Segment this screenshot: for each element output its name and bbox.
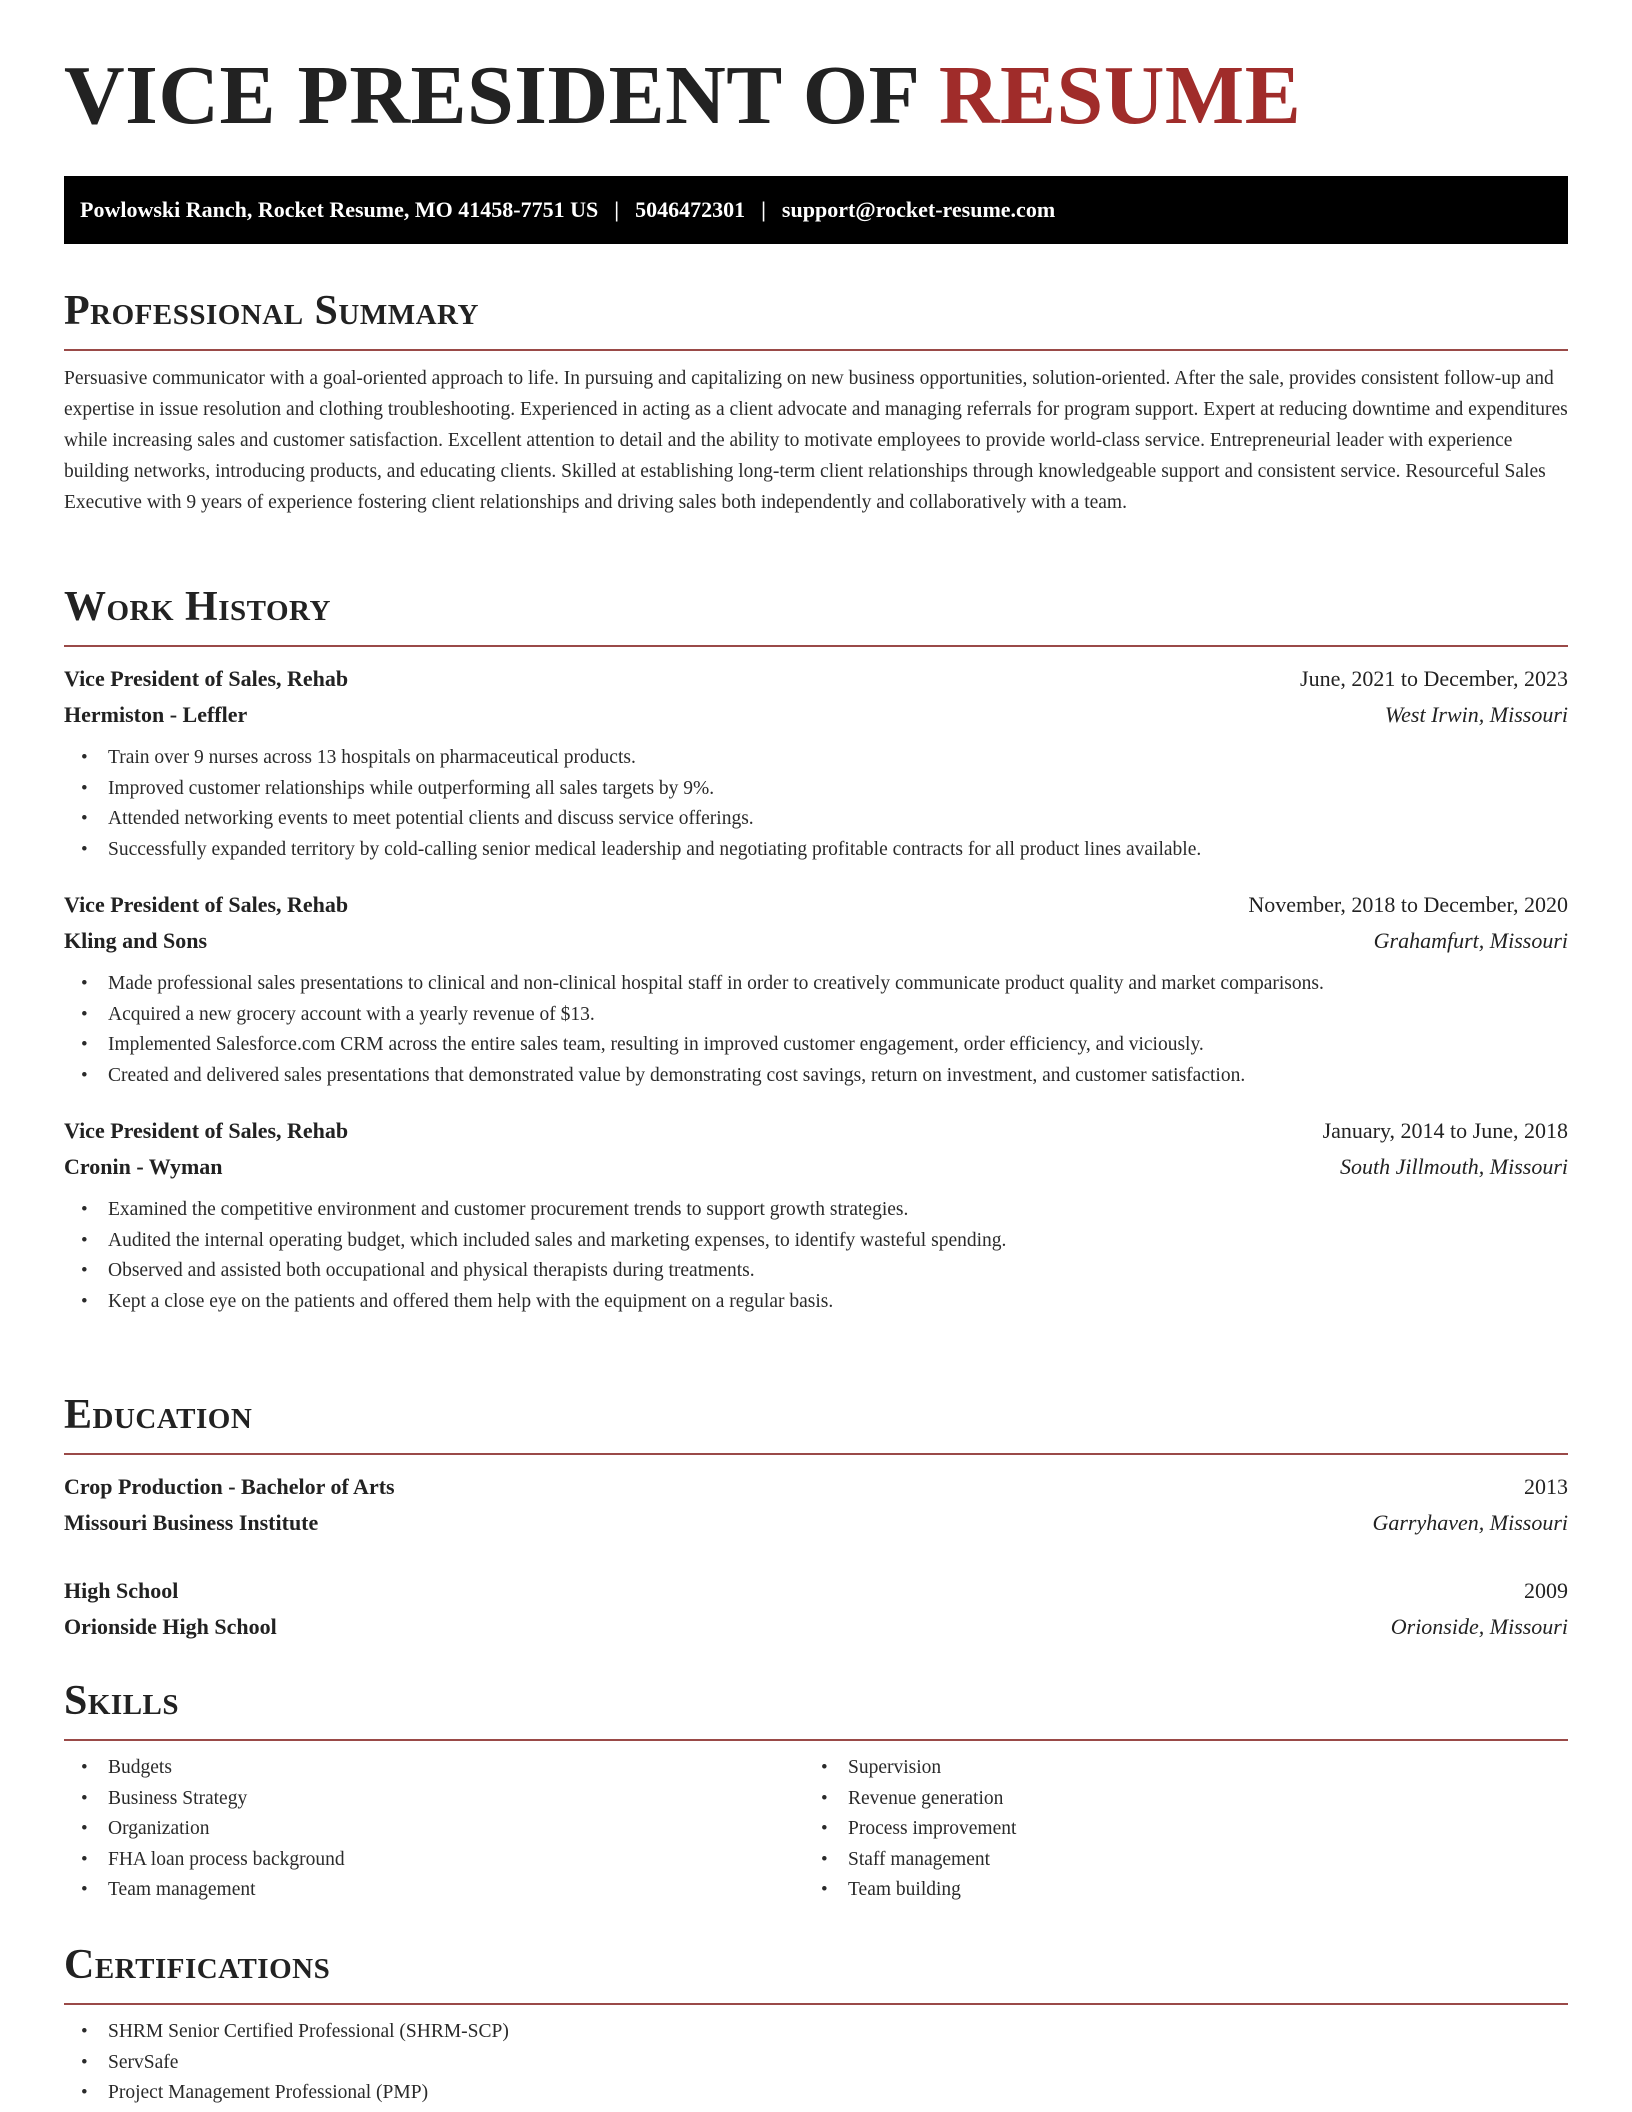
skill-item: • FHA loan process background (64, 1845, 804, 1876)
job-location: South Jillmouth, Missouri (1340, 1154, 1568, 1179)
job-company: Hermiston - Leffler (64, 702, 248, 727)
job-location: West Irwin, Missouri (1384, 702, 1568, 727)
contact-email: support@rocket-resume.com (781, 197, 1056, 222)
contact-separator: | (614, 197, 620, 222)
job-title: Vice President of Sales, Rehab (64, 1118, 349, 1143)
job-bullets (64, 969, 1568, 1091)
list-item: • Acquired a new grocery account with a yearly revenue of $13. (64, 1000, 1568, 1031)
job-company: Kling and Sons (64, 928, 208, 953)
skills-list-right (804, 1753, 1544, 1906)
contact-address: Powlowski Ranch, Rocket Resume, MO 41458-7751 US (80, 197, 599, 222)
education-section (64, 1394, 1568, 1645)
graduation-year: 2013 (1524, 1474, 1568, 1499)
certification-item: • SHRM Senior Certified Professional (SHRM-SCP) (64, 2017, 1568, 2048)
graduation-year: 2009 (1524, 1578, 1568, 1603)
list-item: • Examined the competitive environment and customer procurement trends to support growth strategies. (64, 1195, 1568, 1226)
skills-section (64, 1680, 1568, 1906)
skill-item: • Supervision (804, 1753, 1544, 1784)
list-item: • Created and delivered sales presentations that demonstrated value by demonstrating cost savings, return on investment, and customer satisfaction. (64, 1061, 1568, 1092)
list-item: • Successfully expanded territory by cold-calling senior medical leadership and negotiating profitable contracts for all product lines available. (64, 835, 1568, 866)
work-history-section (64, 586, 1568, 1317)
list-item: • Observed and assisted both occupational and physical therapists during treatments. (64, 1256, 1568, 1287)
job-dates: June, 2021 to December, 2023 (1300, 666, 1568, 691)
school-name: Missouri Business Institute (64, 1510, 319, 1535)
job-bullets (64, 743, 1568, 865)
education-entry (64, 1469, 1568, 1541)
section-divider (64, 349, 1568, 351)
skills-list-left (64, 1753, 804, 1906)
section-heading: Education (64, 1392, 253, 1438)
section-heading: Skills (64, 1678, 180, 1724)
section-divider (64, 1739, 1568, 1741)
certification-item: • Project Management Professional (PMP) (64, 2078, 1568, 2109)
list-item: • Improved customer relationships while outperforming all sales targets by 9%. (64, 774, 1568, 805)
list-item: • Attended networking events to meet potential clients and discuss service offerings. (64, 804, 1568, 835)
school-location: Garryhaven, Missouri (1372, 1510, 1568, 1535)
job-location: Grahamfurt, Missouri (1373, 928, 1568, 953)
summary-section (64, 290, 1568, 518)
degree: Crop Production - Bachelor of Arts (64, 1474, 395, 1499)
school-name: Orionside High School (64, 1614, 277, 1639)
job-company: Cronin - Wyman (64, 1154, 223, 1179)
school-location: Orionside, Missouri (1390, 1614, 1568, 1639)
skill-item: • Organization (64, 1814, 804, 1845)
skill-item: • Team building (804, 1875, 1544, 1906)
skill-item: • Business Strategy (64, 1784, 804, 1815)
list-item: • Audited the internal operating budget, which included sales and marketing expenses, to identify wasteful spending. (64, 1226, 1568, 1257)
job-entry (64, 887, 1568, 1091)
summary-text: Persuasive communicator with a goal-oriented approach to life. In pursuing and capitalizing on new business opportunities, solution-oriented. After the sale, provides consistent follow-up and expertise in issue resolution and clothing troubleshooting. Experienced in acting as a client advocate and managing referrals for program support. Expert at reducing downtime and expenditures while increasing sales and customer satisfaction. Excellent attention to detail and the ability to motivate employees to provide world-class service. Entrepreneurial leader with experience building networks, introducing products, and educating clients. Skilled at establishing long-term client relationships through knowledgeable support and consistent service. Resourceful Sales Executive with 9 years of experience fostering client relationships and driving sales both independently and collaboratively with a team. (64, 368, 1568, 513)
section-heading: Professional Summary (64, 288, 479, 334)
certifications-list (64, 2017, 1568, 2109)
section-heading: Work History (64, 584, 331, 630)
job-entry (64, 661, 1568, 865)
list-item: • Implemented Salesforce.com CRM across the entire sales team, resulting in improved customer engagement, order efficiency, and viciously. (64, 1030, 1568, 1061)
education-entry (64, 1573, 1568, 1645)
list-item: • Train over 9 nurses across 13 hospitals on pharmaceutical products. (64, 743, 1568, 774)
job-dates: January, 2014 to June, 2018 (1322, 1118, 1568, 1143)
skill-item: • Process improvement (804, 1814, 1544, 1845)
job-title: Vice President of Sales, Rehab (64, 892, 349, 917)
job-bullets (64, 1195, 1568, 1317)
section-heading: Certifications (64, 1942, 331, 1988)
certifications-section (64, 1944, 1568, 2109)
job-title: Vice President of Sales, Rehab (64, 666, 349, 691)
list-item: • Kept a close eye on the patients and offered them help with the equipment on a regular basis. (64, 1287, 1568, 1318)
title-main: VICE PRESIDENT OF (64, 49, 939, 142)
skills-columns (64, 1753, 1568, 1906)
resume-title (64, 49, 1302, 142)
list-item: • Made professional sales presentations to clinical and non-clinical hospital staff in order to creatively communicate product quality and market comparisons. (64, 969, 1568, 1000)
skill-item: • Team management (64, 1875, 804, 1906)
section-divider (64, 1453, 1568, 1455)
job-entry (64, 1113, 1568, 1317)
section-divider (64, 645, 1568, 647)
certification-item: • ServSafe (64, 2048, 1568, 2079)
section-divider (64, 2003, 1568, 2005)
title-accent: RESUME (938, 49, 1302, 142)
degree: High School (64, 1578, 179, 1603)
contact-separator: | (761, 197, 766, 222)
job-dates: November, 2018 to December, 2020 (1248, 892, 1568, 917)
contact-bar (64, 176, 1568, 244)
skill-item: • Budgets (64, 1753, 804, 1784)
contact-phone: 5046472301 (635, 197, 746, 222)
skill-item: • Revenue generation (804, 1784, 1544, 1815)
skill-item: • Staff management (804, 1845, 1544, 1876)
